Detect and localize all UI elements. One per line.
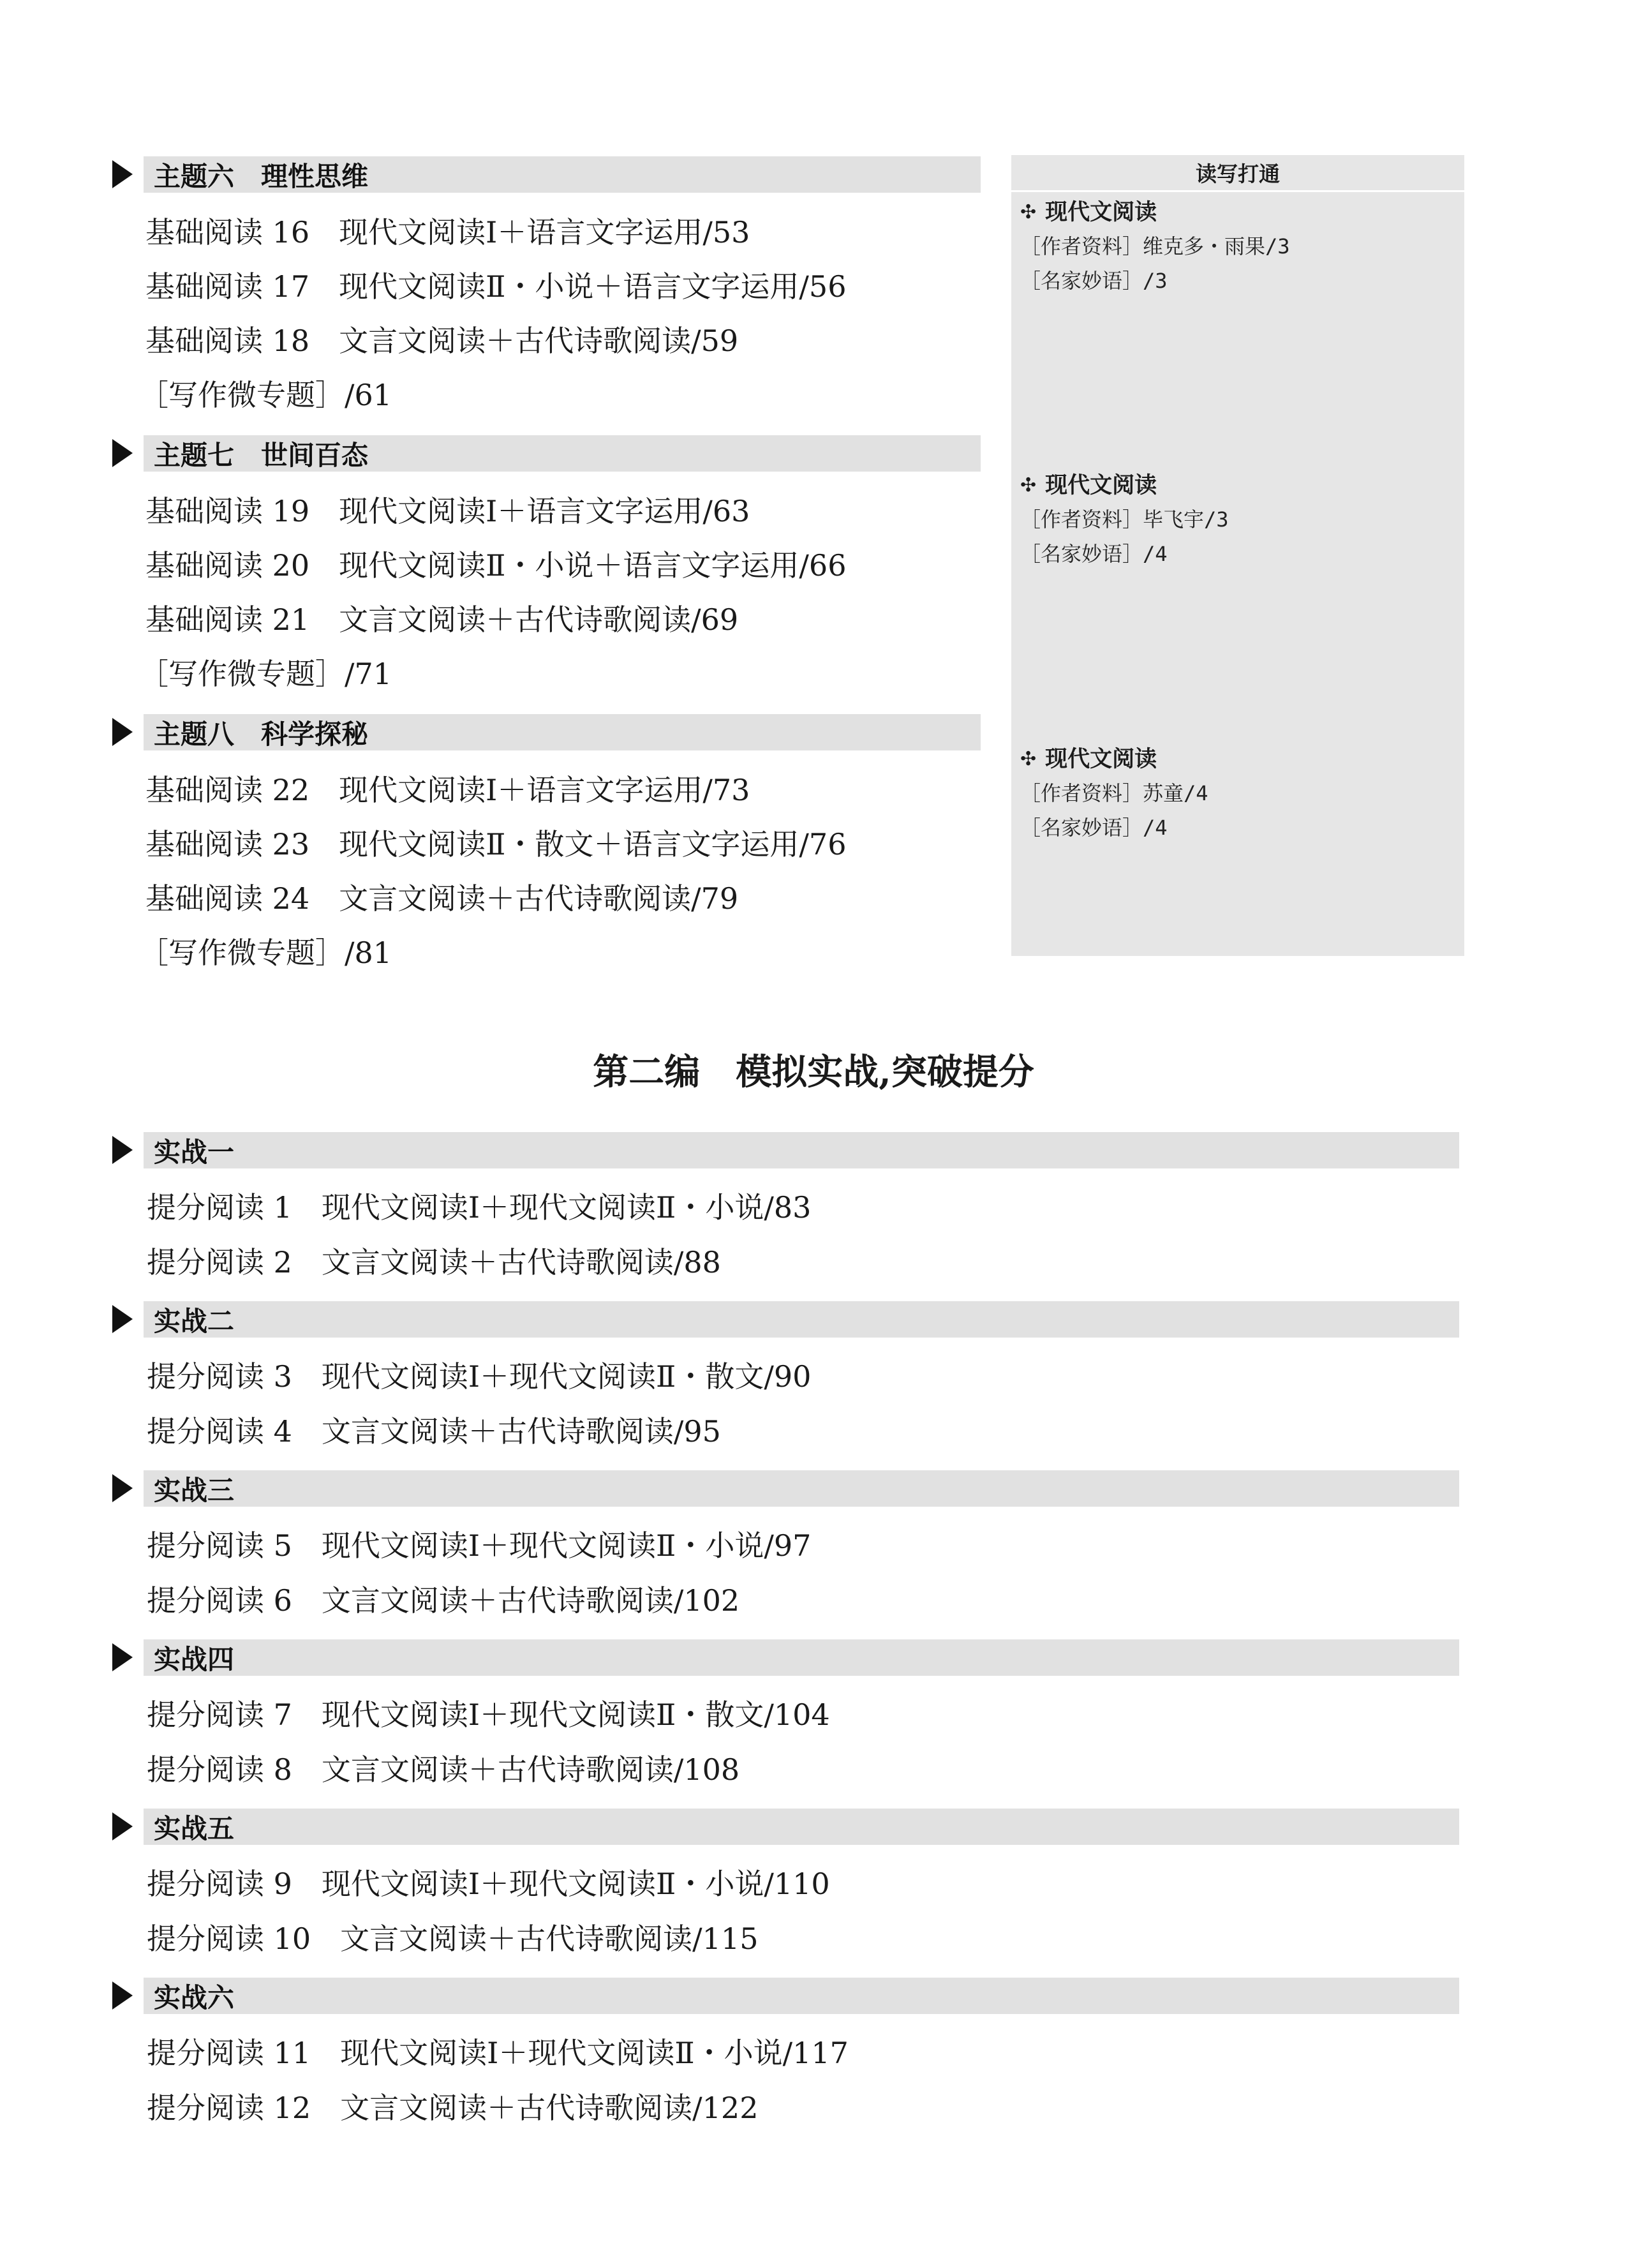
sidebar-title: 读写打通 xyxy=(1011,155,1464,192)
section-arrow-icon xyxy=(112,1812,133,1840)
toc-entry[interactable]: 提分阅读 5 现代文阅读Ⅰ＋现代文阅读Ⅱ・小说/97 xyxy=(147,1528,812,1563)
theme-header: 主题七 世间百态 xyxy=(144,435,981,472)
toc-entry[interactable]: 提分阅读 9 现代文阅读Ⅰ＋现代文阅读Ⅱ・小说/110 xyxy=(147,1867,830,1901)
toc-entry[interactable]: 提分阅读 4 文言文阅读＋古代诗歌阅读/95 xyxy=(147,1414,721,1449)
section-header: 实战四 xyxy=(144,1639,1459,1676)
toc-entry[interactable]: 基础阅读 16 现代文阅读Ⅰ＋语言文字运用/53 xyxy=(145,215,750,250)
theme-header: 主题八 科学探秘 xyxy=(144,714,981,750)
toc-entry[interactable]: 提分阅读 1 现代文阅读Ⅰ＋现代文阅读Ⅱ・小说/83 xyxy=(147,1190,812,1225)
theme-arrow-icon xyxy=(112,718,133,746)
theme-arrow-icon xyxy=(112,439,133,467)
theme-arrow-icon xyxy=(112,160,133,188)
toc-entry[interactable]: 基础阅读 18 文言文阅读＋古代诗歌阅读/59 xyxy=(145,324,739,358)
toc-entry[interactable]: 基础阅读 22 现代文阅读Ⅰ＋语言文字运用/73 xyxy=(145,773,750,807)
sidebar-link[interactable]: ［名家妙语］/4 xyxy=(1020,816,1168,840)
section-arrow-icon xyxy=(112,1643,133,1671)
section-header: 实战三 xyxy=(144,1470,1459,1507)
sidebar-group-heading: ✣ 现代文阅读 xyxy=(1020,469,1229,502)
toc-entry[interactable]: 提分阅读 2 文言文阅读＋古代诗歌阅读/88 xyxy=(147,1245,721,1279)
theme-header: 主题六 理性思维 xyxy=(144,156,981,193)
section-header: 实战二 xyxy=(144,1301,1459,1338)
toc-entry[interactable]: 基础阅读 21 文言文阅读＋古代诗歌阅读/69 xyxy=(145,602,739,637)
toc-entry[interactable]: 基础阅读 20 现代文阅读Ⅱ・小说＋语言文字运用/66 xyxy=(145,548,847,583)
sidebar-group xyxy=(1020,196,1290,298)
sidebar-group xyxy=(1020,743,1208,845)
section-arrow-icon xyxy=(112,1981,133,2010)
sidebar-link[interactable]: ［名家妙语］/4 xyxy=(1020,542,1168,566)
section-arrow-icon xyxy=(112,1474,133,1502)
four-diamond-icon: ✣ xyxy=(1020,474,1037,496)
sidebar-group-heading: ✣ 现代文阅读 xyxy=(1020,743,1208,776)
sidebar-group xyxy=(1020,469,1229,571)
section-arrow-icon xyxy=(112,1136,133,1164)
four-diamond-icon: ✣ xyxy=(1020,748,1037,770)
toc-entry[interactable]: 提分阅读 11 现代文阅读Ⅰ＋现代文阅读Ⅱ・小说/117 xyxy=(147,2036,849,2070)
four-diamond-icon: ✣ xyxy=(1020,201,1037,223)
sidebar-link[interactable]: ［作者资料］苏童/4 xyxy=(1020,781,1208,805)
toc-entry-writing[interactable]: ［写作微专题］/81 xyxy=(139,936,392,970)
sidebar-reading-writing xyxy=(1011,155,1464,956)
sidebar-link[interactable]: ［作者资料］毕飞宇/3 xyxy=(1020,507,1229,532)
toc-entry-writing[interactable]: ［写作微专题］/71 xyxy=(139,657,392,691)
sidebar-link[interactable]: ［作者资料］维克多・雨果/3 xyxy=(1020,234,1290,258)
toc-entry[interactable]: 提分阅读 7 现代文阅读Ⅰ＋现代文阅读Ⅱ・散文/104 xyxy=(147,1697,830,1732)
section-header: 实战一 xyxy=(144,1132,1459,1168)
toc-entry[interactable]: 提分阅读 3 现代文阅读Ⅰ＋现代文阅读Ⅱ・散文/90 xyxy=(147,1359,812,1394)
toc-entry[interactable]: 提分阅读 8 文言文阅读＋古代诗歌阅读/108 xyxy=(147,1752,740,1787)
toc-entry[interactable]: 基础阅读 24 文言文阅读＋古代诗歌阅读/79 xyxy=(145,881,739,916)
toc-entry[interactable]: 提分阅读 12 文言文阅读＋古代诗歌阅读/122 xyxy=(147,2091,759,2125)
toc-entry[interactable]: 基础阅读 23 现代文阅读Ⅱ・散文＋语言文字运用/76 xyxy=(145,827,847,862)
sidebar-link[interactable]: ［名家妙语］/3 xyxy=(1020,269,1168,293)
section-header: 实战六 xyxy=(144,1978,1459,2014)
toc-entry[interactable]: 提分阅读 6 文言文阅读＋古代诗歌阅读/102 xyxy=(147,1583,740,1618)
toc-entry[interactable]: 基础阅读 19 现代文阅读Ⅰ＋语言文字运用/63 xyxy=(145,494,750,528)
sidebar-group-heading: ✣ 现代文阅读 xyxy=(1020,196,1290,229)
toc-entry-writing[interactable]: ［写作微专题］/61 xyxy=(139,378,392,412)
toc-entry[interactable]: 提分阅读 10 文言文阅读＋古代诗歌阅读/115 xyxy=(147,1921,759,1956)
toc-entry[interactable]: 基础阅读 17 现代文阅读Ⅱ・小说＋语言文字运用/56 xyxy=(145,269,847,304)
section-arrow-icon xyxy=(112,1305,133,1333)
section-header: 实战五 xyxy=(144,1809,1459,1845)
part-two-title: 第二编 模拟实战,突破提分 xyxy=(593,1051,1034,1093)
